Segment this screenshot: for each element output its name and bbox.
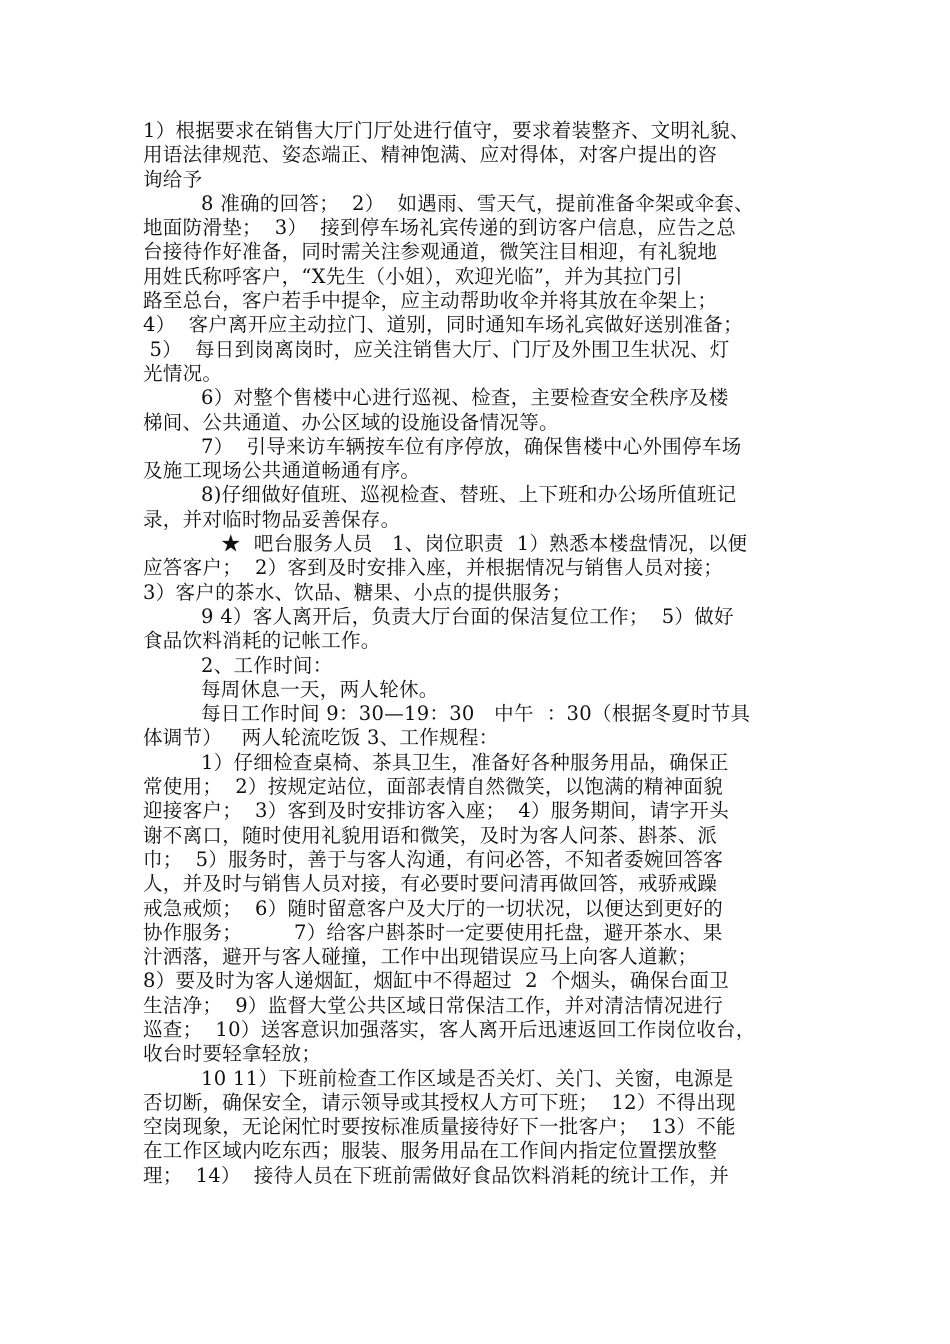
text-line: 用语法律规范、姿态端正、精神饱满、应对得体，对客户提出的咨	[143, 143, 718, 167]
text-line: 在工作区域内吃东西；服装、服务用品在工作间内指定位置摆放整	[143, 1139, 718, 1163]
text-line: 台接待作好准备，同时需关注参观通道，微笑注目相迎，有礼貌地	[143, 240, 718, 264]
text-line: 8)仔细做好值班、巡视检查、替班、上下班和办公场所值班记	[201, 483, 737, 507]
text-line: 常使用； 2）按规定站位，面部表情自然微笑，以饱满的精神面貌	[143, 775, 724, 799]
text-line: 2、工作时间：	[201, 653, 333, 677]
text-line: 6）对整个售楼中心进行巡视、检查，主要检查安全秩序及楼	[201, 386, 729, 410]
text-line: 1）仔细检查桌椅、茶具卫生，准备好各种服务用品，确保正	[201, 750, 729, 774]
text-line: 4） 客户离开应主动拉门、道别，同时通知车场礼宾做好送别准备；	[143, 313, 743, 337]
text-line: 空岗现象，无论闲忙时要按标准质量接待好下一批客户； 13）不能	[143, 1115, 736, 1139]
text-line: 应答客户； 2）客到及时安排入座，并根据情况与销售人员对接；	[143, 556, 724, 580]
text-line: 梯间、公共通道、办公区域的设施设备情况等。	[143, 410, 559, 434]
text-line: 协作服务； 7）给客户斟茶时一定要使用托盘，避开茶水、果	[143, 920, 723, 944]
text-line: 10 11）下班前检查工作区域是否关灯、关门、关窗，电源是	[201, 1066, 734, 1090]
text-line: 体调节） 两人轮流吃饭 3、工作规程：	[143, 726, 499, 750]
text-line: 录，并对临时物品妥善保存。	[143, 507, 401, 531]
text-line: 食品饮料消耗的记帐工作。	[143, 629, 381, 653]
text-line: 谢不离口，随时使用礼貌用语和微笑，及时为客人问茶、斟茶、派	[143, 823, 718, 847]
text-line: 7） 引导来访车辆按车位有序停放，确保售楼中心外围停车场	[201, 434, 742, 458]
text-line: 路至总台，客户若手中提伞，应主动帮助收伞并将其放在伞架上；	[143, 289, 718, 313]
text-line: ★ 吧台服务人员 1、岗位职责 1）熟悉本楼盘情况，以便	[221, 532, 748, 556]
text-line: 否切断，确保安全，请示领导或其授权人方可下班； 12）不得出现	[143, 1090, 736, 1114]
text-line: 巡查； 10）送客意识加强落实，客人离开后迅速返回工作岗位收台，	[143, 1017, 756, 1041]
text-line: 9 4）客人离开后，负责大厅台面的保洁复位工作； 5）做好	[201, 604, 734, 628]
text-line: 每日工作时间 9：30—19：30 中午 ：30（根据冬夏时节具	[201, 702, 751, 726]
text-line: 迎接客户； 3）客到及时安排访客入座； 4）服务期间，请字开头	[143, 799, 730, 823]
text-line: 地面防滑垫； 3） 接到停车场礼宾传递的到访客户信息，应告之总	[143, 216, 737, 240]
document-body	[143, 119, 815, 1188]
text-line: 生洁净； 9）监督大堂公共区域日常保洁工作，并对清洁情况进行	[143, 993, 724, 1017]
text-line: 人，并及时与销售人员对接，有必要时要问清再做回答，戒骄戒躁	[143, 872, 718, 896]
text-line: 收台时要轻拿轻放；	[143, 1042, 322, 1066]
text-line: 每周休息一天，两人轮休。	[201, 677, 439, 701]
text-line: 1）根据要求在销售大厅门厅处进行值守，要求着装整齐、文明礼貌、	[143, 119, 750, 142]
text-line: 用姓氏称呼客户，“X先生（小姐），欢迎光临”，并为其拉门引	[143, 264, 683, 288]
text-line: 询给予	[143, 167, 203, 191]
text-line: 理； 14） 接待人员在下班前需做好食品饮料消耗的统计工作，并	[143, 1163, 730, 1187]
text-line: 戒急戒烦； 6）随时留意客户及大厅的一切状况，以便达到更好的	[143, 896, 724, 920]
document-page	[143, 119, 815, 1188]
text-line: 8）要及时为客人递烟缸，烟缸中不得超过 2 个烟头，确保台面卫	[143, 969, 730, 993]
text-line: 5） 每日到岗离岗时，应关注销售大厅、门厅及外围卫生状况、灯	[143, 337, 730, 361]
text-line: 及施工现场公共通道畅通有序。	[143, 459, 421, 483]
text-line: 汁洒落，避开与客人碰撞，工作中出现错误应马上向客人道歉；	[143, 945, 698, 969]
text-line: 巾； 5）服务时，善于与客人沟通，有问必答，不知者委婉回答客	[143, 847, 724, 871]
text-line: 8 准确的回答； 2） 如遇雨、雪天气，提前准备伞架或伞套、	[201, 191, 754, 215]
text-line: 3）客户的茶水、饮品、糖果、小点的提供服务；	[143, 580, 572, 604]
text-line: 光情况。	[143, 361, 223, 385]
